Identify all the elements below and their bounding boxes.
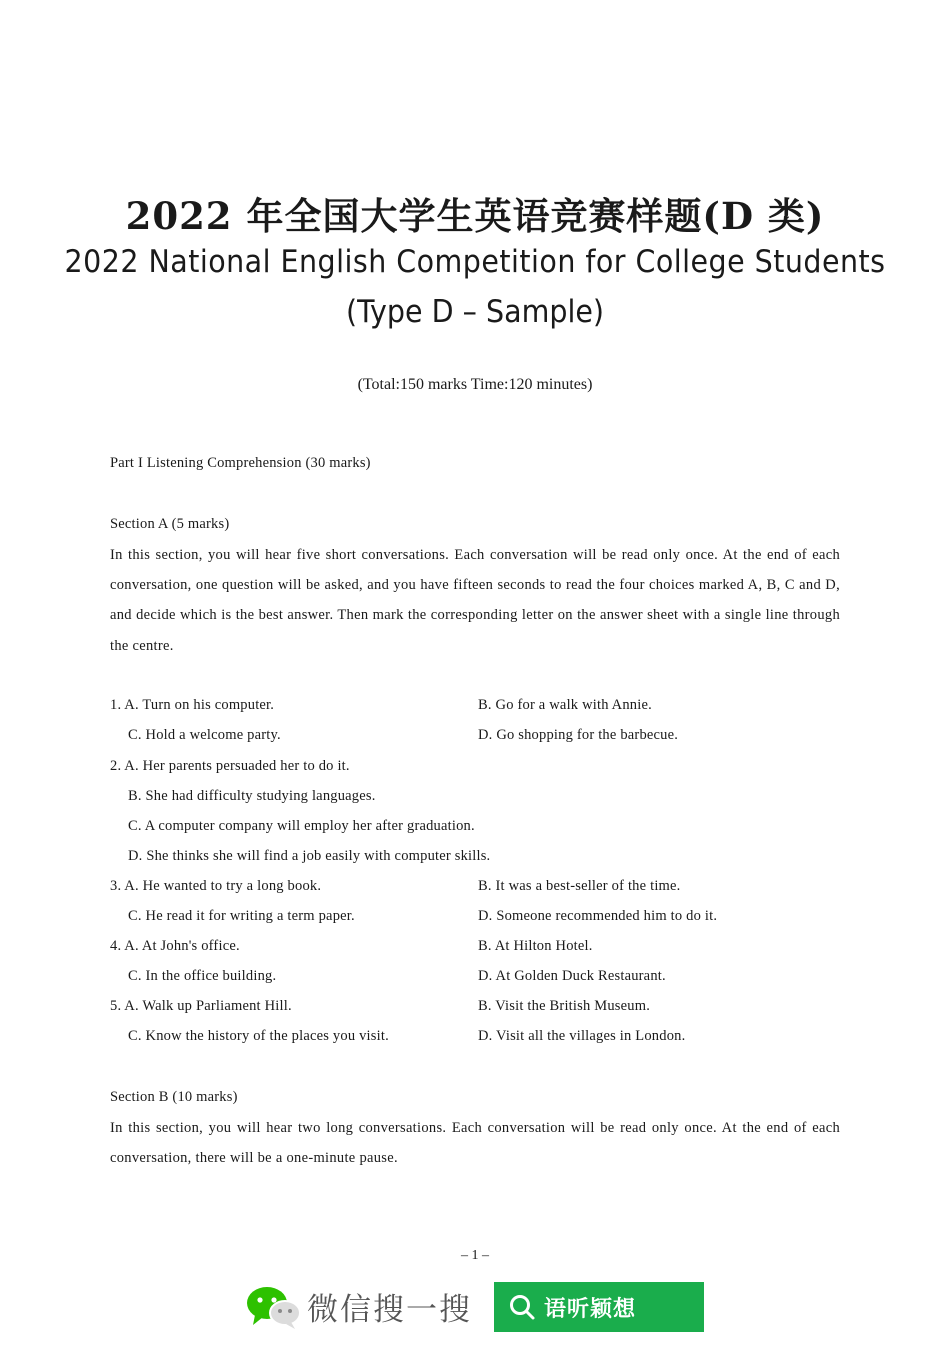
q3-option-d: D. Someone recommended him to do it. [478,908,718,924]
q5-option-b: B. Visit the British Museum. [478,998,651,1014]
q3-option-b: B. It was a best-seller of the time. [478,878,681,894]
q4-option-d: D. At Golden Duck Restaurant. [478,968,666,984]
part1-heading: Part I Listening Comprehension (30 marks) [110,455,371,471]
search-label: 微信搜一搜 [307,1292,472,1328]
q5-option-c: C. Know the history of the places you visit. [128,1028,389,1044]
exam-meta: (Total:150 marks Time:120 minutes) [357,376,593,393]
q2-option-d: D. She thinks she will find a job easily with computer skills. [128,848,491,864]
title-english-subtitle: (Type D – Sample) [345,294,605,330]
q5-option-a: 5. A. Walk up Parliament Hill. [110,998,292,1014]
section-b-heading: Section B (10 marks) [110,1089,238,1105]
q5-option-d: D. Visit all the villages in London. [478,1028,686,1044]
q2-option-b: B. She had difficulty studying languages. [128,788,376,804]
wechat-icon [245,1285,301,1329]
q1-option-d: D. Go shopping for the barbecue. [478,727,679,743]
search-icon [508,1293,536,1321]
wechat-search-banner[interactable] [245,1280,705,1332]
section-a-instructions: In this section, you will hear five short conversations. Each conversation will be read only once. At the end of each conversation, one question will be asked, and you have fifteen seconds to read the four choices marked A, B, C and D, and decide which is the best answer. Then mark the corresponding letter on the answer sheet with a single line through the centre. [110,547,840,654]
search-button[interactable] [494,1282,704,1332]
section-a-heading: Section A (5 marks) [110,516,230,532]
q1-option-c: C. Hold a welcome party. [128,727,281,743]
q1-option-b: B. Go for a walk with Annie. [478,697,652,713]
q4-option-c: C. In the office building. [128,968,277,984]
title-chinese: 2022 年全国大学生英语竞赛样题(D 类) [125,194,825,238]
q1-option-a: 1. A. Turn on his computer. [110,697,275,713]
q3-option-c: C. He read it for writing a term paper. [128,908,355,924]
q2-option-c: C. A computer company will employ her after graduation. [128,818,475,834]
section-b-instructions: In this section, you will hear two long conversations. Each conversation will be read only once. At the end of each conversation, there will be a one-minute pause. [110,1120,840,1167]
q2-option-a: 2. A. Her parents persuaded her to do it. [110,758,350,774]
page-number: – 1 – [461,1248,489,1263]
title-english: 2022 National English Competition for College Students [64,244,886,280]
q4-option-b: B. At Hilton Hotel. [478,938,593,954]
search-button-label: 语听颖想 [544,1297,637,1322]
q4-option-a: 4. A. At John's office. [110,938,240,954]
q3-option-a: 3. A. He wanted to try a long book. [110,878,322,894]
